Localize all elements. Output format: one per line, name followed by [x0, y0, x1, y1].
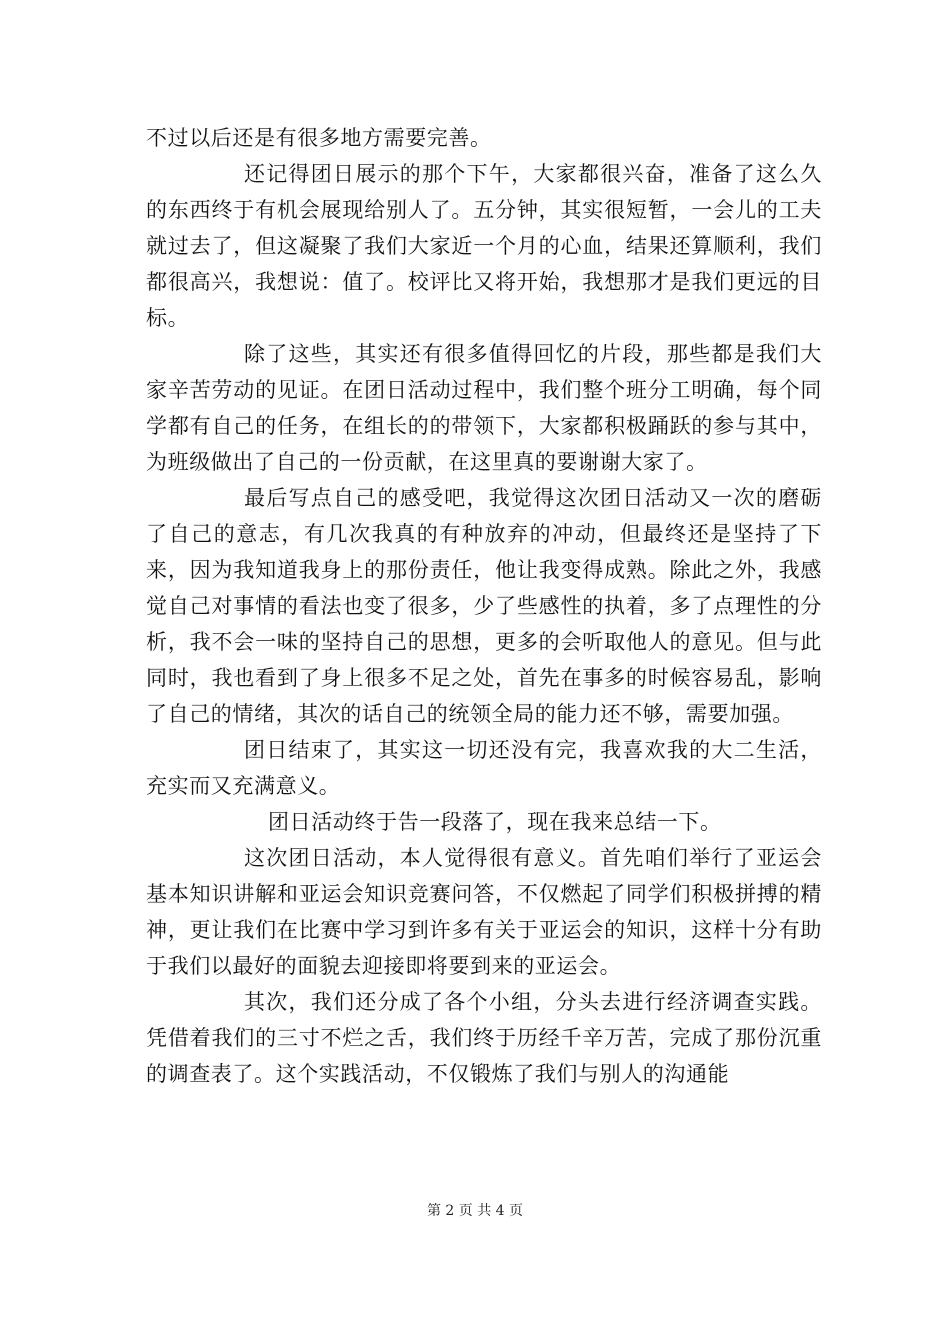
paragraph-memories: 除了这些，其实还有很多值得回忆的片段，那些都是我们大家辛苦劳动的见证。在团日活动过程中，我们整个班分工明确，每个同学都有自己的任务，在组长的的带领下，大家都积极踊跃的参与其中，为班级做出了自己的一份贡献，在这里真的要谢谢大家了。 — [146, 342, 822, 474]
paragraph-personal-feelings: 最后写点自己的感受吧，我觉得这次团日活动又一次的磨砺了自己的意志，有几次我真的有种放弃的冲动，但最终还是坚持了下来，因为我知道我身上的那份责任，他让我变得成熟。除此之外，我感觉自己对事情的看法也变了很多，少了些感性的执着，多了点理性的分析，我不会一味的坚持自己的思想，更多的会听取他人的意见。但与此同时，我也看到了身上很多不足之处，首先在事多的时候容易乱，影响了自己的情绪，其次的话自己的统领全局的能力还不够，需要加强。 — [146, 486, 822, 726]
page-number: 第 2 页 共 4 页 — [426, 1203, 524, 1219]
paragraph-exhibition-afternoon: 还记得团日展示的那个下午，大家都很兴奋，准备了这么久的东西终于有机会展现给别人了。五分钟，其实很短暂，一会儿的工夫就过去了，但这凝聚了我们大家近一个月的心血，结果还算顺利，我们都很高兴，我想说：值了。校评比又将开始，我想那才是我们更远的目标。 — [146, 162, 822, 330]
paragraph-asian-games: 这次团日活动，本人觉得很有意义。首先咱们举行了亚运会基本知识讲解和亚运会知识竞赛问答，不仅燃起了同学们积极拼搏的精神，更让我们在比赛中学习到许多有关于亚运会的知识，这样十分有助于我们以最好的面貌去迎接即将要到来的亚运会。 — [146, 846, 822, 978]
paragraph-continuation: 不过以后还是有很多地方需要完善。 — [146, 126, 492, 150]
paragraph-conclusion: 团日结束了，其实这一切还没有完，我喜欢我的大二生活，充实而又充满意义。 — [146, 738, 822, 798]
paragraph-survey-practice: 其次，我们还分成了各个小组，分头去进行经济调查实践。凭借着我们的三寸不烂之舌，我们终于历经千辛万苦，完成了那份沉重的调查表了。这个实践活动，不仅锻炼了我们与别人的沟通能 — [146, 990, 822, 1086]
document-body — [146, 120, 822, 1092]
paragraph-summary-intro: 团日活动终于告一段落了，现在我来总结一下。 — [268, 810, 722, 834]
